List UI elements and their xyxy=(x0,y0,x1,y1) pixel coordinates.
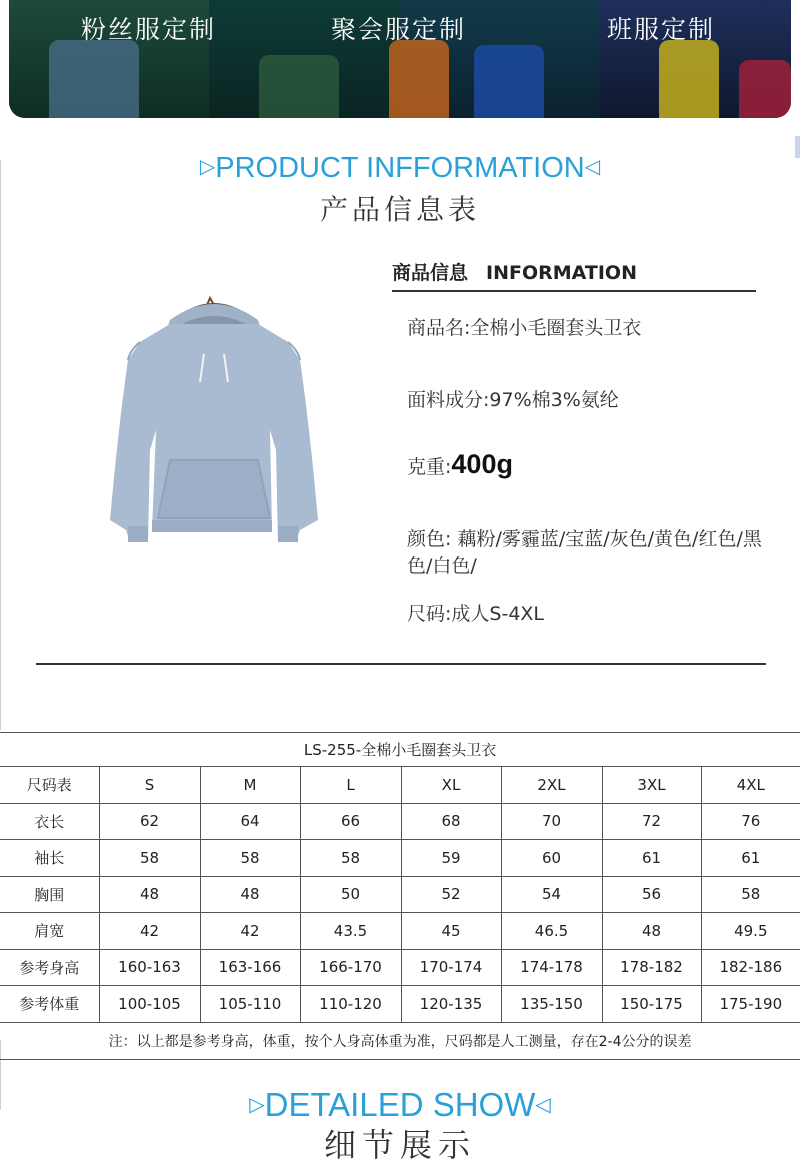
table-cell: 参考体重 xyxy=(0,986,99,1023)
table-cell: 49.5 xyxy=(701,913,800,950)
product-info-title-cn: 产品信息表 xyxy=(319,193,480,226)
table-cell: 105-110 xyxy=(200,986,300,1023)
table-cell: 135-150 xyxy=(501,986,602,1023)
detail-title-cn: 细节展示 xyxy=(323,1126,476,1164)
table-note: 注：以上都是参考身高，体重，按个人身高体重为准，尺码都是人工测量，存在2-4公分的误差 xyxy=(0,1022,800,1059)
table-header-cell: 尺码表 xyxy=(0,767,99,804)
table-cell: 61 xyxy=(602,840,701,877)
table-cell: 参考身高 xyxy=(0,949,99,986)
banner-shirt-shape xyxy=(659,40,719,118)
table-cell: 70 xyxy=(501,803,602,840)
table-header-cell: 4XL xyxy=(701,767,800,804)
info-weight: 克重:400g xyxy=(407,449,513,479)
hoodie-product-image[interactable] xyxy=(100,290,328,560)
triangle-left-icon: ◁ xyxy=(584,155,601,178)
table-cell: 120-135 xyxy=(401,986,501,1023)
table-cell: 43.5 xyxy=(300,913,401,950)
product-info-title-en: ▷PRODUCT INFFORMATION◁ xyxy=(199,152,601,184)
table-cell: 61 xyxy=(701,840,800,877)
table-cell: 58 xyxy=(99,840,200,877)
table-cell: 肩宽 xyxy=(0,913,99,950)
table-cell: 48 xyxy=(200,876,300,913)
table-cell: 175-190 xyxy=(701,986,800,1023)
banner-shirt-shape xyxy=(389,40,449,118)
table-header-row xyxy=(0,767,800,804)
table-cell: 110-120 xyxy=(300,986,401,1023)
triangle-right-icon: ▷ xyxy=(199,155,216,178)
info-header: 商品信息 INFORMATION xyxy=(392,258,756,292)
table-cell: 100-105 xyxy=(99,986,200,1023)
table-cell: 48 xyxy=(602,913,701,950)
table-cell: 170-174 xyxy=(401,949,501,986)
table-note-row xyxy=(0,1022,800,1059)
triangle-right-icon: ▷ xyxy=(249,1093,265,1116)
table-cell: 58 xyxy=(200,840,300,877)
banner-shirt-shape xyxy=(474,45,544,118)
table-cell: 54 xyxy=(501,876,602,913)
table-cell: 76 xyxy=(701,803,800,840)
table-row xyxy=(0,986,800,1023)
table-cell: 48 xyxy=(99,876,200,913)
table-header-cell: M xyxy=(200,767,300,804)
info-colors: 颜色: 藕粉/雾霾蓝/宝蓝/灰色/黄色/红色/黑色/白色/ xyxy=(407,528,762,577)
table-cell: 160-163 xyxy=(99,949,200,986)
info-size: 尺码:成人S-4XL xyxy=(407,603,545,625)
banner-label-fan[interactable]: 粉丝服定制 xyxy=(81,15,217,44)
banner-label-party[interactable]: 聚会服定制 xyxy=(331,15,467,44)
table-cell: 42 xyxy=(200,913,300,950)
table-header-cell: 3XL xyxy=(602,767,701,804)
banner-shirt-shape xyxy=(259,55,339,118)
triangle-left-icon: ◁ xyxy=(535,1093,551,1116)
table-cell: 衣长 xyxy=(0,803,99,840)
table-cell: 163-166 xyxy=(200,949,300,986)
table-header-cell: S xyxy=(99,767,200,804)
table-header-cell: L xyxy=(300,767,401,804)
info-product-name: 商品名:全棉小毛圈套头卫衣 xyxy=(407,317,642,339)
table-row xyxy=(0,949,800,986)
table-cell: 45 xyxy=(401,913,501,950)
detail-title-en: ▷DETAILED SHOW◁ xyxy=(249,1086,551,1123)
table-cell: 50 xyxy=(300,876,401,913)
banner-shirt-shape xyxy=(49,40,139,118)
table-cell: 72 xyxy=(602,803,701,840)
table-header-cell: 2XL xyxy=(501,767,602,804)
left-border-line xyxy=(0,160,1,730)
banner-label-class[interactable]: 班服定制 xyxy=(607,15,716,44)
table-cell: 62 xyxy=(99,803,200,840)
table-row xyxy=(0,803,800,840)
table-cell: 46.5 xyxy=(501,913,602,950)
table-cell: 42 xyxy=(99,913,200,950)
table-row xyxy=(0,913,800,950)
table-row xyxy=(0,840,800,877)
table-cell: 52 xyxy=(401,876,501,913)
table-cell: 58 xyxy=(701,876,800,913)
table-cell: 182-186 xyxy=(701,949,800,986)
table-cell: 袖长 xyxy=(0,840,99,877)
table-cell: 60 xyxy=(501,840,602,877)
table-cell: 150-175 xyxy=(602,986,701,1023)
table-cell: 178-182 xyxy=(602,949,701,986)
table-cell: 胸围 xyxy=(0,876,99,913)
table-cell: 59 xyxy=(401,840,501,877)
section-divider xyxy=(36,663,766,665)
table-title: LS-255-全棉小毛圈套头卫衣 xyxy=(0,733,800,767)
table-cell: 68 xyxy=(401,803,501,840)
info-fabric: 面料成分:97%棉3%氨纶 xyxy=(407,389,619,411)
table-cell: 174-178 xyxy=(501,949,602,986)
banner-shirt-shape xyxy=(739,60,791,118)
table-title-row xyxy=(0,733,800,767)
top-banner xyxy=(9,0,791,118)
table-row xyxy=(0,876,800,913)
table-cell: 66 xyxy=(300,803,401,840)
size-chart-table xyxy=(0,732,800,1060)
table-cell: 58 xyxy=(300,840,401,877)
table-cell: 56 xyxy=(602,876,701,913)
table-cell: 166-170 xyxy=(300,949,401,986)
table-header-cell: XL xyxy=(401,767,501,804)
table-cell: 64 xyxy=(200,803,300,840)
